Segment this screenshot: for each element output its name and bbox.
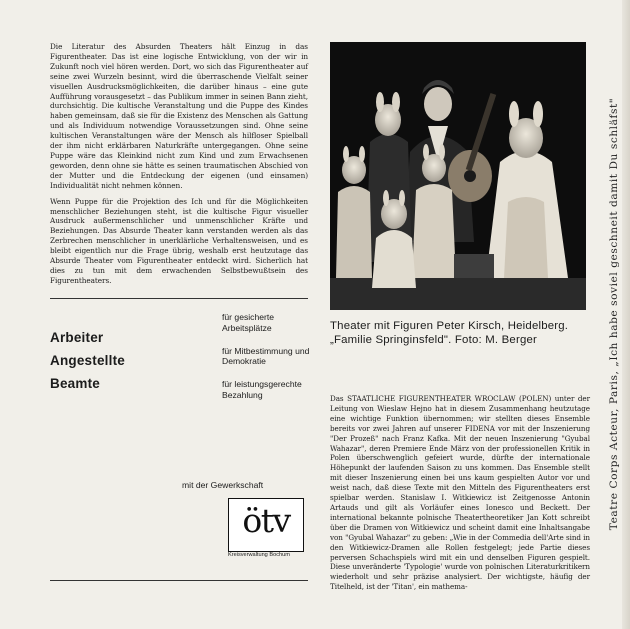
puppet-family-photo-image: [330, 42, 586, 310]
ad-bottom-rule: [50, 580, 308, 581]
ad-audience-list: [50, 326, 125, 395]
vertical-side-caption-text: Teatre Corps Acteur, Paris, „Ich habe soviel geschneit damit Du schläfst": [608, 97, 620, 531]
article-column: Das STAATLICHE FIGURENTHEATER WROCLAW (POLEN) unter der Leitung von Wieslaw Hejno hat in diesem Zusammenhang heutzutage eine wichtige Funktion übernommen; wir stellten dieses Ensemble bereits vor zwei Jahren auf unserer FIDENA vor mit der Inszenierung "Der Prozeß" nach Franz Kafka. Mit der neuen Inszenierung "Gyubal Wahazar", deren Premiere Ende März von der professionellen Kritik in Polen überschwenglich gefeiert wurde, dürfte der internationale Höhepunkt der laufenden Saison zu uns kommen. Das Ensemble stellt mit dieser Inszenierung einen bei uns kaum gespielten Autor vor und weist nach, daß diese Texte mit den Mitteln des Figurentheaters erst spielbar werden. Stanislaw I. Witkiewicz ist Zeitgenosse Antonin Artauds und gilt als Vorläufer eines Ionesco und Beckett. Der international bekannte polnische Theatertheoretiker Jan Kott schreibt über die Dramen von Witkiewicz und scheint damit eine Inhaltsangabe von "Gyubal Wahazar" zu geben: „Wie in der Commedia dell'Arte sind in den Witkiewicz-Dramen alle Rollen festgelegt; jede Partie dieses perversen Schachspiels wird mit ein und denselben Figuren gespielt. Diese unveränderte 'Typologie' wurde von polnischen Literaturkritikern wiederholt und sehr präzise analysiert. Der wichtigste, häufig der Titelheld, ist der 'Titan', ein mathema-: [330, 394, 590, 592]
ad-top-rule: [50, 298, 308, 299]
ad-points-list: [222, 312, 312, 413]
photo-caption: Theater mit Figuren Peter Kirsch, Heidelberg. „Familie Springinsfeld". Foto: M. Berger: [330, 320, 569, 346]
theatre-photo: [330, 42, 586, 310]
otv-logo-subtitle: Kreisverwaltung Bochum: [228, 552, 290, 558]
page-edge: [622, 0, 630, 629]
ad-word: Arbeiter: [50, 330, 104, 345]
otv-logo: [228, 498, 304, 552]
ad-point: für gesicherte Arbeitsplätze: [222, 312, 275, 333]
ad-point: für Mitbestimmung und Demokratie: [222, 345, 310, 367]
union-advertisement: [50, 312, 308, 577]
ad-word: Beamte: [50, 376, 100, 391]
essay-paragraph: Wenn Puppe für die Projektion des Ich und für die Möglichkeiten menschlicher Beziehungen steht, ist die kultische Figur visueller Ausdruck außermenschlicher und unmenschlicher Kräfte und Beziehungen. Das Absurde Theater kann verstanden werden als das Zerbrechen menschlicher in unerklärliche Verhaltensweisen, und es bleibt eigentlich nur die Frage übrig, weshalb erst heutzutage das Absurde Theater vom Figurentheater entdeckt wird. Sicherlich hat dies zu tun mit dem erwachenden Selbstbewußtsein des Figurentheaters.: [50, 196, 308, 285]
ad-word: Angestellte: [50, 353, 125, 368]
ad-point: für leistungsgerechte Bezahlung: [222, 379, 302, 400]
essay-column: [50, 42, 308, 292]
otv-logo-text: ötv: [242, 501, 290, 540]
ad-union-line: mit der Gewerkschaft: [182, 480, 264, 490]
essay-paragraph: Die Literatur des Absurden Theaters hält Einzug in das Figurentheater. Das ist eine logische Entwicklung, von der wir in Zukunft noch viel hören werden. Dort, wo sich das Figurentheater auf seine zwei Wurzeln besinnt, wird die überraschende Vielfalt seiner visuellen Ausdrucksmöglichkeiten, die darüber hinaus – eine gute Aufführung vorausgesetzt – das Publikum immer in seinen Bann zieht, durchsichtig. Die kultische Veranstaltung und die Puppe des Kindes haben gemeinsam, daß sie für die Existenz des Menschen als Gattung und als Individuum notwendige Voraussetzungen sind. Ohne seine kultischen Veranstaltungen wäre der Mensch als hilfloser Spielball der ihm nicht erklärbaren Naturkräfte untergegangen. Ohne seine Puppe wäre das Kleinkind nicht zum Kind und zum Erwachsenen geworden, denn ohne sie hätte es seinen traumatischen Abschied von der Mutter und die Entdeckung der eigenen (und einsamen) Individualität nicht nehmen können.: [50, 42, 308, 190]
